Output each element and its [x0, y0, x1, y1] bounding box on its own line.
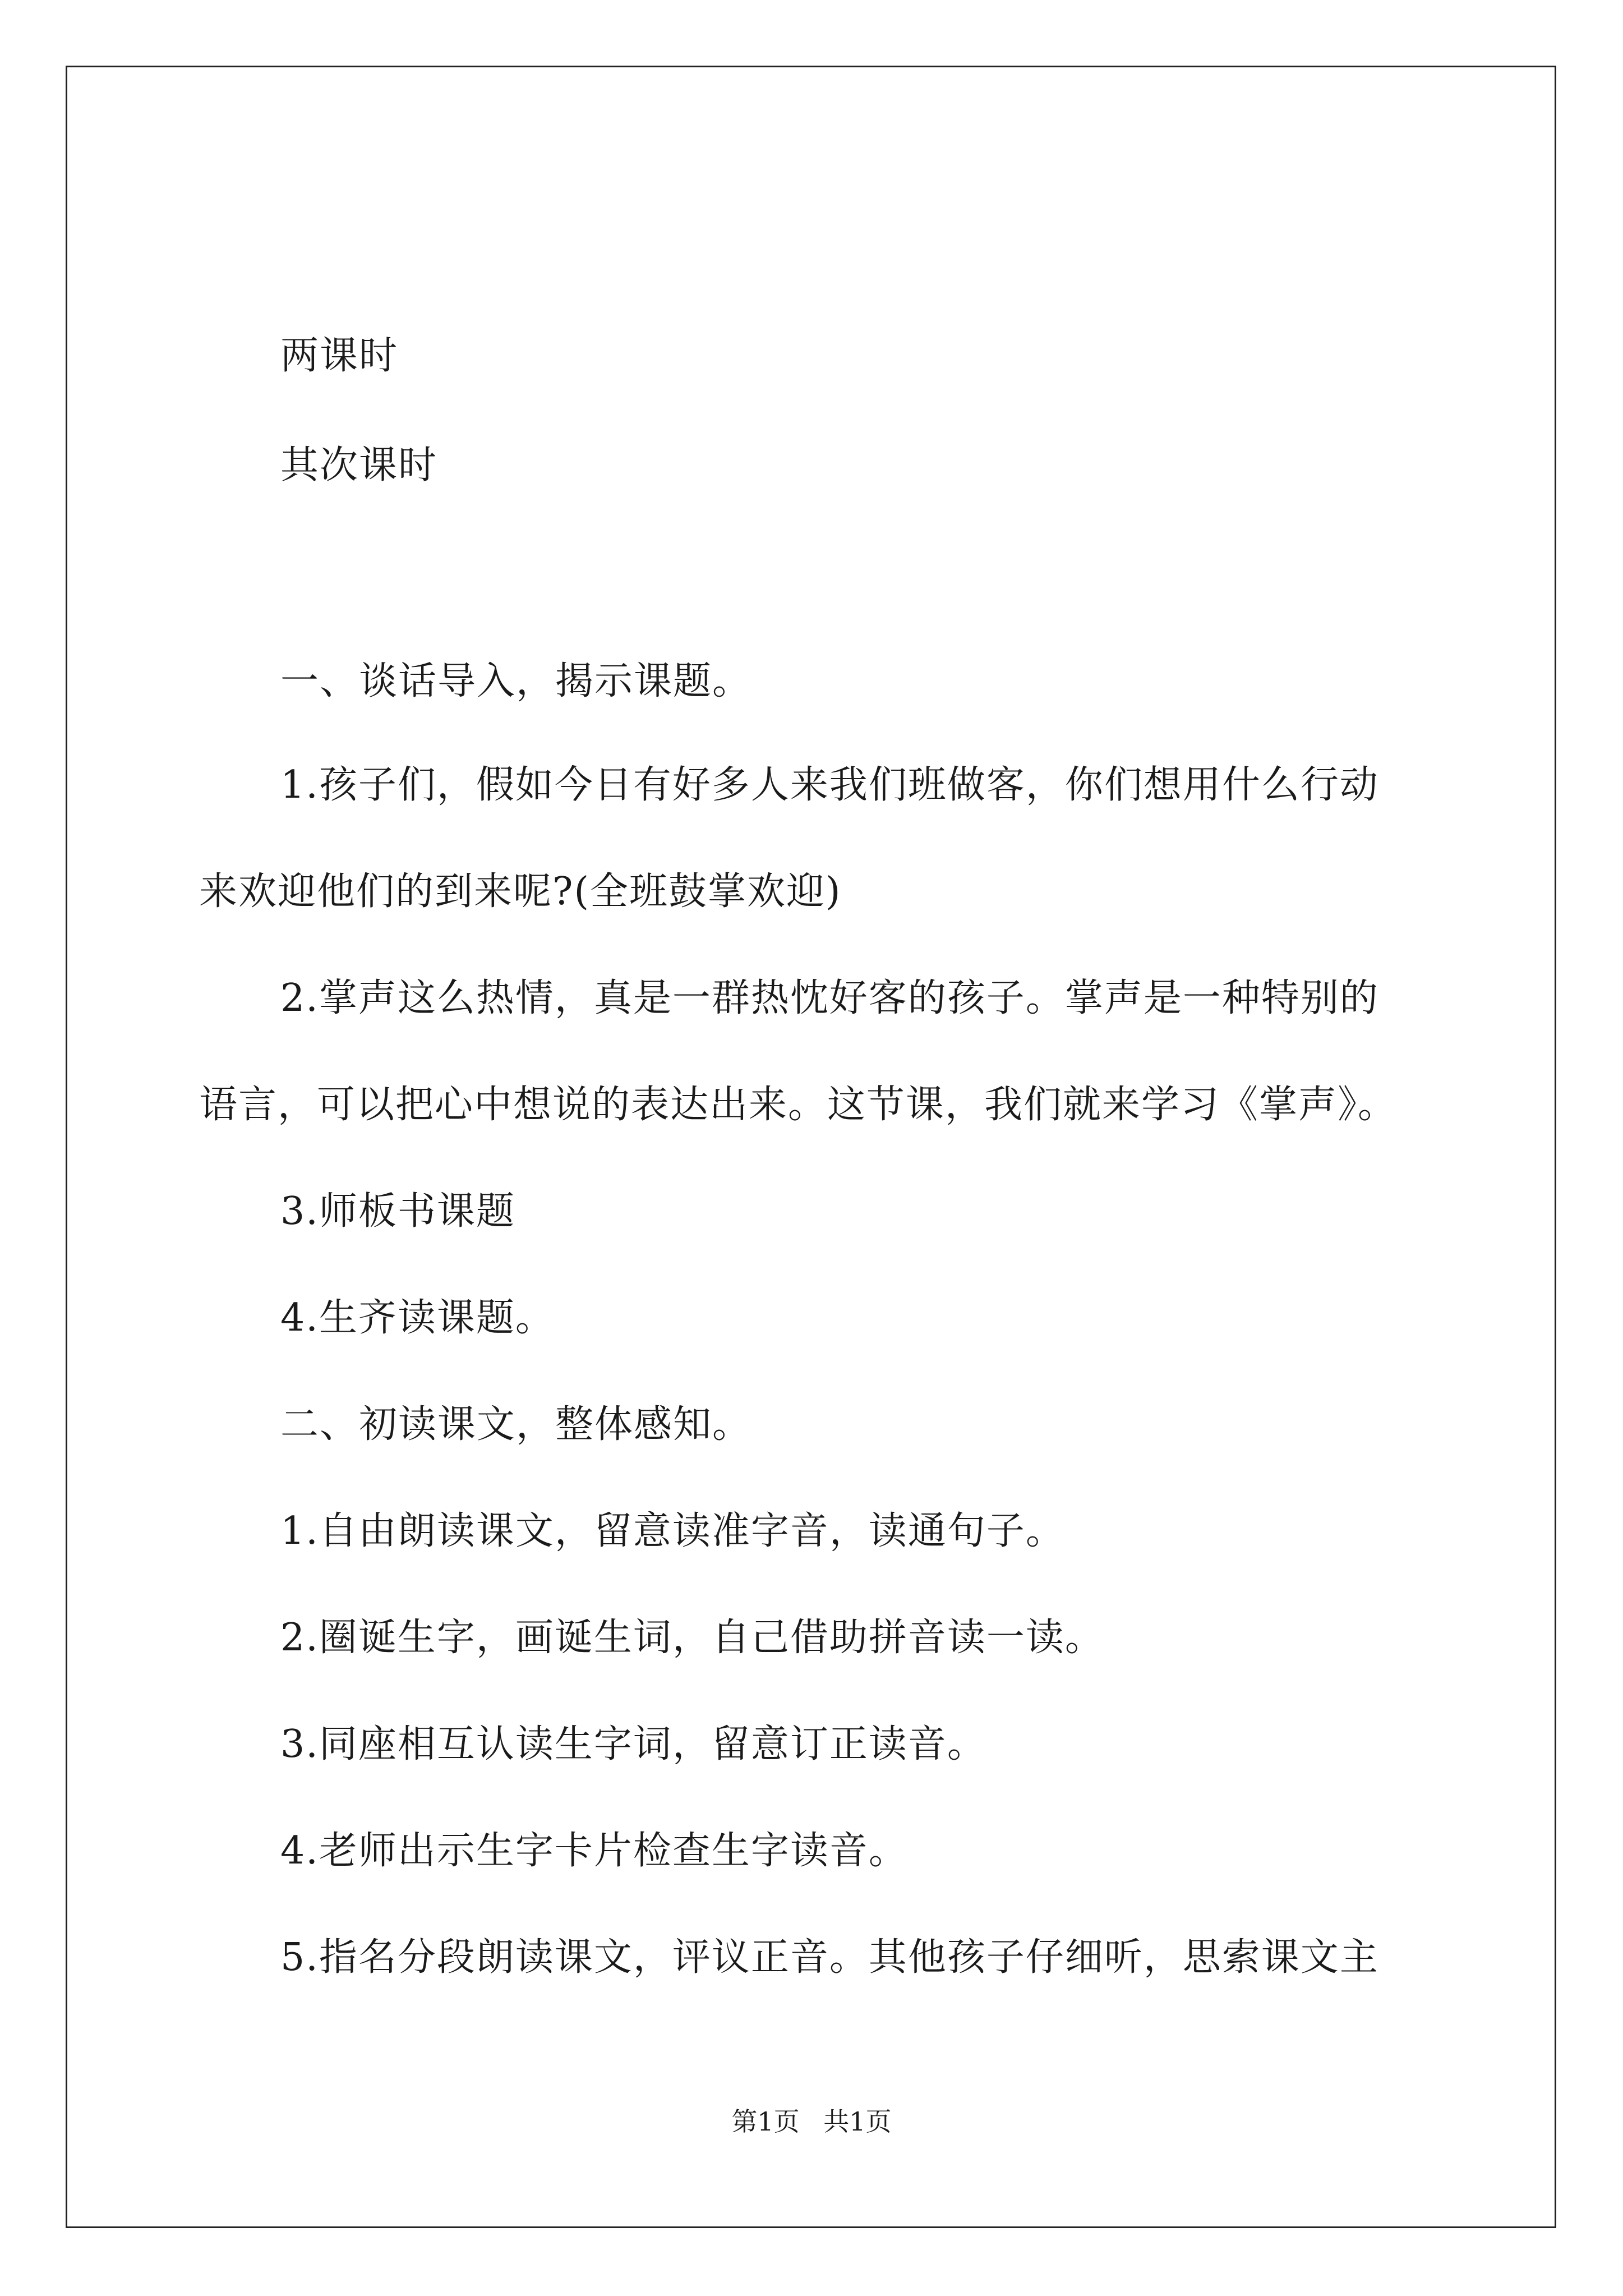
lesson-count: 两课时 [280, 334, 399, 378]
section-heading: 一、谈话导入，揭示课题。 [280, 659, 752, 703]
paragraph-line: 5.指名分段朗读课文，评议正音。其他孩子仔细听，思索课文主 [280, 1935, 1379, 1980]
paragraph-line: 2.掌声这么热情，真是一群热忱好客的孩子。掌声是一种特别的 [280, 976, 1379, 1020]
lesson-period: 其次课时 [280, 443, 438, 487]
section-heading: 二、初读课文，整体感知。 [280, 1402, 752, 1447]
page-footer: 第1页 共1页 [731, 2106, 892, 2137]
paragraph-line: 4.老师出示生字卡片检查生字读音。 [280, 1829, 908, 1873]
paragraph-line: 3.师板书课题 [280, 1189, 515, 1234]
paragraph-line: 1.孩子们，假如今日有好多人来我们班做客，你们想用什么行动 [280, 763, 1379, 807]
paragraph-line: 4.生齐读课题。 [280, 1296, 555, 1340]
page-border [66, 66, 1556, 2228]
paragraph-line: 来欢迎他们的到来呢?(全班鼓掌欢迎) [199, 869, 842, 914]
paragraph-line: 1.自由朗读课文，留意读准字音，读通句子。 [280, 1509, 1065, 1553]
paragraph-line: 3.同座相互认读生字词，留意订正读音。 [280, 1722, 986, 1766]
paragraph-line: 语言，可以把心中想说的表达出来。这节课，我们就来学习《掌声》。 [199, 1083, 1398, 1127]
paragraph-line: 2.圈诞生字，画诞生词，自己借助拼音读一读。 [280, 1616, 1104, 1660]
